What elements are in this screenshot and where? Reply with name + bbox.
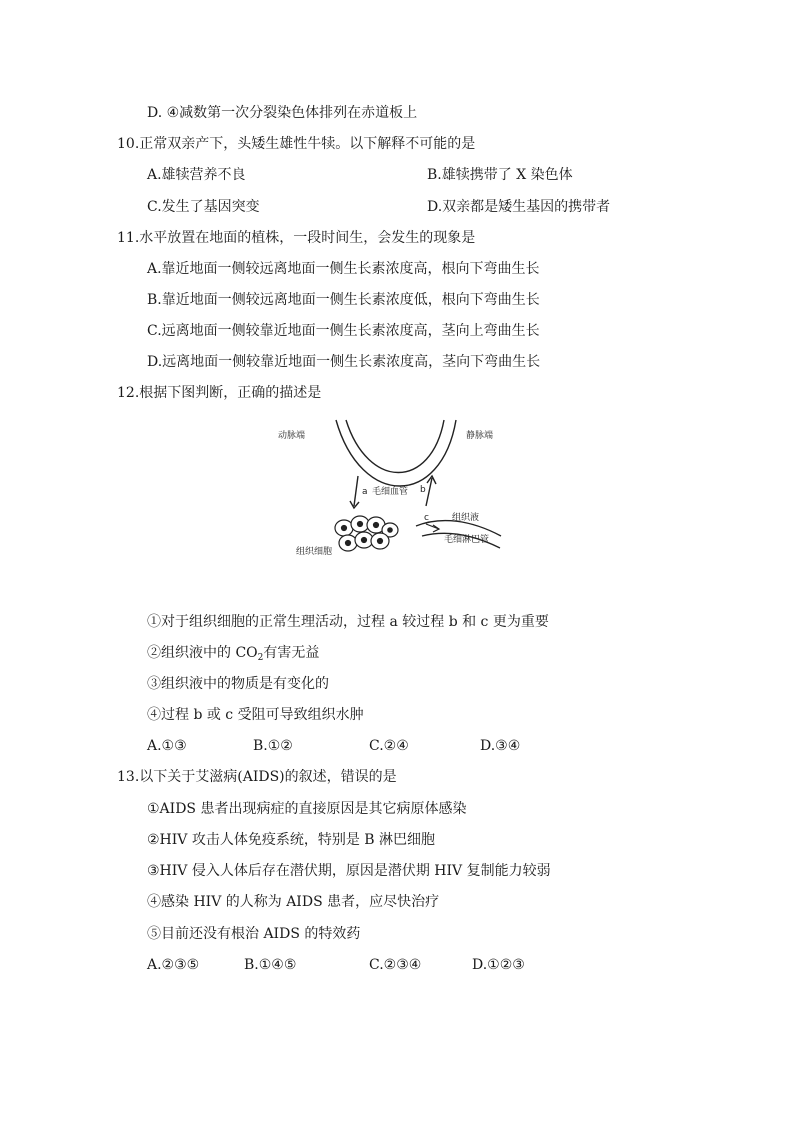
q12-stem: 12.根据下图判断，正确的描述是: [117, 385, 322, 401]
q13-option-c: C.②③④: [369, 957, 422, 973]
q10-option-a: A.雄犊营养不良: [147, 167, 246, 183]
label-process-b: b: [420, 485, 426, 495]
q11-option-b: B.靠近地面一侧较远离地面一侧生长素浓度低，根向下弯曲生长: [147, 292, 540, 308]
q13-statement-3: ③HIV 侵入人体后存在潜伏期，原因是潜伏期 HIV 复制能力较弱: [147, 863, 551, 879]
label-process-a: a: [362, 487, 368, 497]
label-tissue-fluid: 组织液: [452, 513, 480, 523]
q11-option-a: A.靠近地面一侧较远离地面一侧生长素浓度高，根向下弯曲生长: [147, 261, 540, 277]
q13-option-d: D.①②③: [472, 957, 525, 973]
label-capillary: 毛细血管: [372, 487, 409, 497]
q10-option-c: C.发生了基因突变: [147, 199, 260, 215]
q12-statement-2-prefix: ②组织液中的 CO: [147, 645, 258, 661]
arrow-c-head: [433, 525, 439, 532]
q10-option-d: D.双亲都是矮生基因的携带者: [427, 199, 611, 215]
capillary-inner-wall: [346, 420, 444, 473]
q13-statement-1: ①AIDS 患者出现病症的直接原因是其它病原体感染: [147, 801, 467, 817]
q9-option-d: D. ④减数第一次分裂染色体排列在赤道板上: [147, 105, 418, 121]
q11-stem: 11.水平放置在地面的植株，一段时间生，会发生的现象是: [117, 230, 476, 246]
q12-option-d: D.③④: [480, 738, 521, 754]
q12-option-b: B.①②: [253, 738, 293, 754]
q12-statement-2-suffix: 有害无益: [263, 645, 320, 661]
q12-statement-4: ④过程 b 或 c 受阻可导致组织水肿: [147, 707, 364, 723]
q12-option-a: A.①③: [147, 738, 187, 754]
co2-subscript: 2: [257, 653, 264, 663]
q10-stem: 10.正常双亲产下，头矮生雄性牛犊。以下解释不可能的是: [117, 136, 476, 152]
q11-option-d: D.远离地面一侧较靠近地面一侧生长素浓度高，茎向下弯曲生长: [147, 354, 541, 370]
q13-stem: 13.以下关于艾滋病(AIDS)的叙述，错误的是: [117, 769, 397, 785]
q13-statement-5: ⑤目前还没有根治 AIDS 的特效药: [147, 926, 361, 942]
q13-option-a: A.②③⑤: [147, 957, 200, 973]
label-process-c: c: [424, 513, 429, 523]
label-arterial-end: 动脉端: [278, 431, 306, 441]
tissue-fluid-diagram: [276, 408, 524, 564]
label-lymph-capillary: 毛细淋巴管: [444, 535, 490, 545]
q12-statement-2: [147, 643, 319, 663]
label-tissue-cell: 组织细胞: [296, 547, 333, 557]
q11-option-c: C.远离地面一侧较靠近地面一侧生长素浓度高，茎向上弯曲生长: [147, 323, 540, 339]
q12-option-c: C.②④: [369, 738, 409, 754]
q13-statement-4: ④感染 HIV 的人称为 AIDS 患者，应尽快治疗: [147, 894, 440, 910]
q12-statement-3: ③组织液中的物质是有变化的: [147, 676, 329, 692]
q12-statement-1: ①对于组织细胞的正常生理活动，过程 a 较过程 b 和 c 更为重要: [147, 614, 549, 630]
capillary-outer-wall: [336, 420, 456, 486]
q13-option-b: B.①④⑤: [244, 957, 297, 973]
label-venous-end: 静脉端: [466, 431, 494, 441]
q13-statement-2: ②HIV 攻击人体免疫系统，特别是 B 淋巴细胞: [147, 832, 436, 848]
tissue-cells: [335, 516, 398, 551]
q10-option-b: B.雄犊携带了 X 染色体: [427, 167, 573, 183]
arrow-a-path: [354, 476, 358, 506]
